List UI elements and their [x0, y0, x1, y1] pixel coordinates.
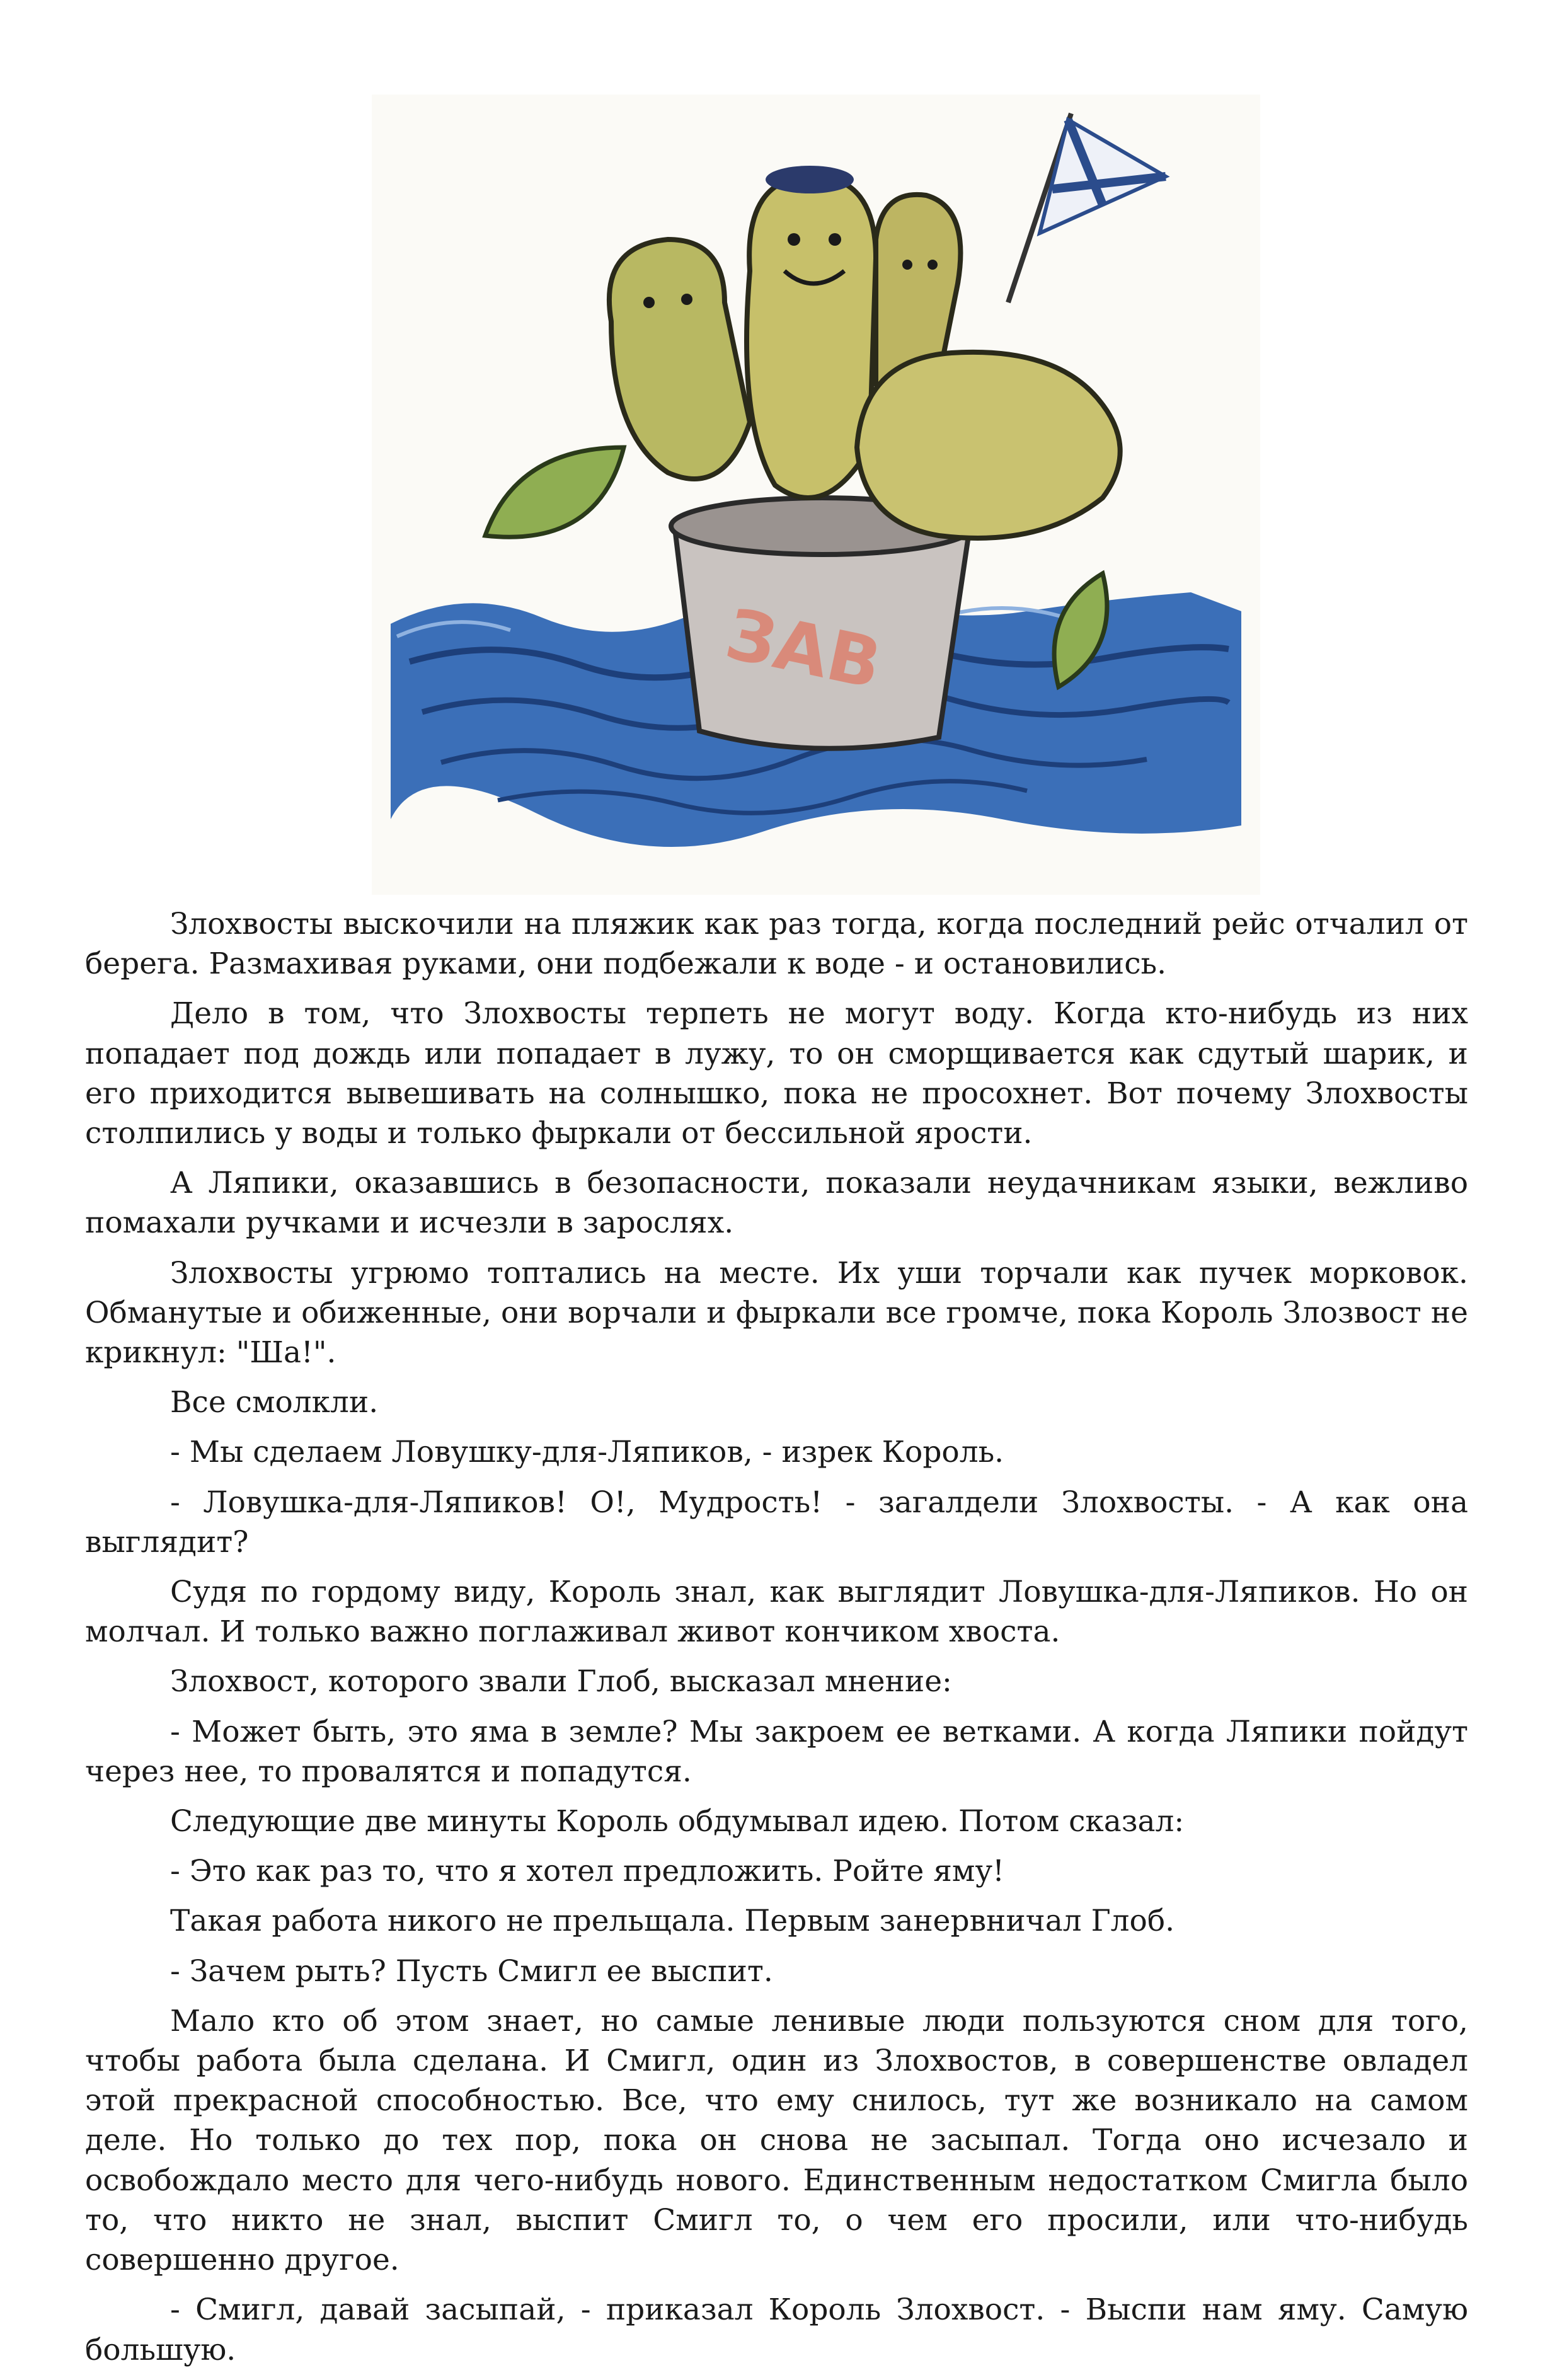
paragraph: Судя по гордому виду, Король знал, как выглядит Ловушка-для-Ляпиков. Но он молчал. И только важно поглаживал живот кончиком хвоста. — [85, 1575, 1468, 1650]
illustration — [372, 95, 1260, 895]
paragraph: - Может быть, это яма в земле? Мы закроем ее ветками. А когда Ляпики пойдут через нее, то провалятся и попадутся. — [85, 1714, 1468, 1789]
flag — [1008, 113, 1166, 302]
paragraph: - Мы сделаем Ловушку-для-Ляпиков, - изрек Король. — [170, 1435, 1004, 1470]
paragraph: - Смигл, давай засыпай, - приказал Король Злохвост. - Выспи нам яму. Самую большую. — [85, 2292, 1468, 2367]
paragraph: Дело в том, что Злохвосты терпеть не могут воду. Когда кто-нибудь из них попадает под дождь или попадает в лужу, то он сморщивается как сдутый шарик, и его приходится вывешивать на солнышко, пока не просохнет. Вот почему Злохвосты столпились у воды и только фыркали от бессильной ярости. — [85, 996, 1468, 1151]
story-text — [85, 904, 1468, 2380]
paragraph: - Это как раз то, что я хотел предложить. Ройте яму! — [170, 1854, 1005, 1889]
paragraph: - Зачем рыть? Пусть Смигл ее выспит. — [170, 1953, 773, 1989]
paragraph: Злохвосты угрюмо топтались на месте. Их уши торчали как пучек морковок. Обманутые и обиженные, они ворчали и фыркали все громче, пока Король Злозвост не крикнул: "Ша!". — [85, 1255, 1468, 1371]
paragraph: Злохвосты выскочили на пляжик как раз тогда, когда последний рейс отчалил от берега. Размахивая руками, они подбежали к воде - и остановились. — [85, 907, 1468, 982]
paragraph: Мало кто об этом знает, но самые ленивые люди пользуются сном для того, чтобы работа была сделана. И Смигл, один из Злохвостов, в совершенстве овладел этой прекрасной способностью. Все, что ему снилось, тут же возникало на самом деле. Но только до тех пор, пока он снова не засыпал. Тогда оно исчезало и освобождало место для чего-нибудь нового. Единственным недостатком Смигла было то, что никто не знал, выспит Смигл то, о чем его просили, или что-нибудь совершенно другое. — [85, 2003, 1468, 2278]
can-label: ЗАВ — [719, 593, 888, 705]
creatures-in-can-illustration — [372, 95, 1260, 895]
paragraph: Все смолкли. — [170, 1385, 379, 1420]
paragraph: А Ляпики, оказавшись в безопасности, показали неудачникам языки, вежливо помахали ручками и исчезли в зарослях. — [85, 1166, 1468, 1241]
paragraph: Следующие две минуты Король обдумывал идею. Потом сказал: — [170, 1804, 1185, 1839]
paragraph: Такая работа никого не прельщала. Первым занервничал Глоб. — [170, 1904, 1175, 1939]
paragraph: - Ловушка-для-Ляпиков! О!, Мудрость! - загалдели Злохвосты. - А как она выглядит? — [85, 1485, 1468, 1560]
paragraph: Злохвост, которого звали Глоб, высказал мнение: — [170, 1664, 952, 1699]
